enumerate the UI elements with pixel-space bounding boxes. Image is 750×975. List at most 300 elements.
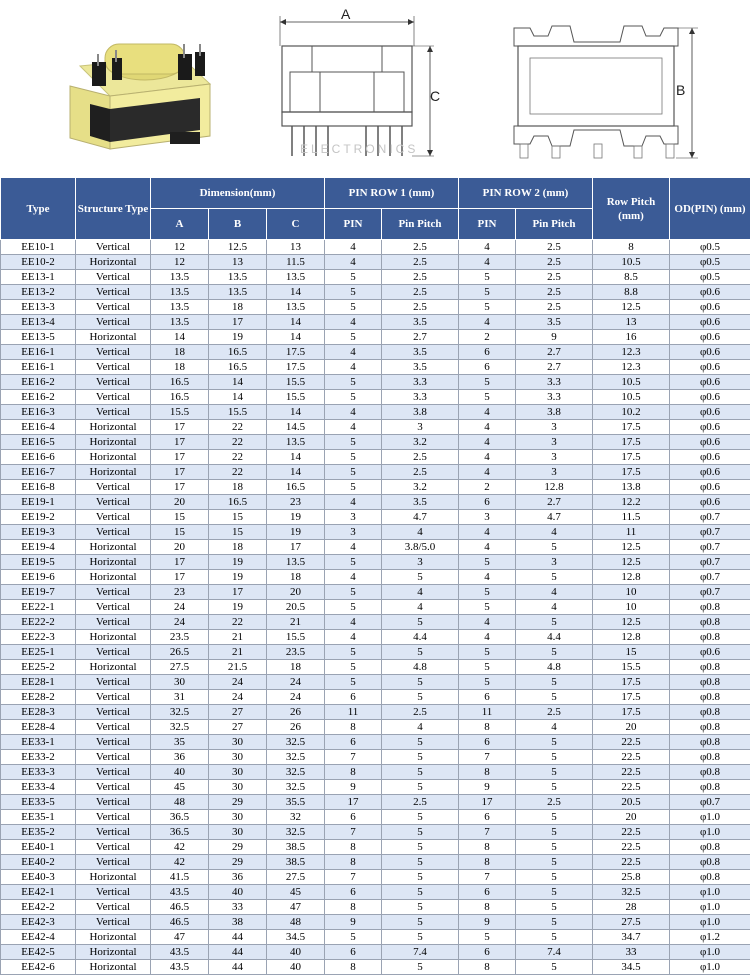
cell-pin-2: 4 [459, 405, 516, 420]
cell-dim-a: 13.5 [151, 315, 209, 330]
cell-pin-pitch-2: 3.3 [516, 390, 593, 405]
cell-pin-pitch-1: 5 [382, 915, 459, 930]
cell-structure: Vertical [76, 840, 151, 855]
cell-type: EE42-3 [1, 915, 76, 930]
cell-pin-pitch-1: 3.5 [382, 360, 459, 375]
cell-type: EE16-2 [1, 375, 76, 390]
cell-structure: Horizontal [76, 570, 151, 585]
table-row [1, 465, 750, 480]
cell-dim-b: 22 [209, 465, 267, 480]
cell-pin-pitch-2: 5 [516, 915, 593, 930]
cell-pin-2: 6 [459, 495, 516, 510]
cell-pin-1: 4 [325, 540, 382, 555]
cell-pin-2: 6 [459, 885, 516, 900]
cell-od: φ0.8 [670, 705, 750, 720]
cell-od: φ0.6 [670, 435, 750, 450]
table-row [1, 780, 750, 795]
table-row [1, 240, 750, 255]
cell-pin-pitch-2: 3 [516, 555, 593, 570]
cell-row-pitch: 10.5 [593, 255, 670, 270]
cell-dim-b: 22 [209, 615, 267, 630]
cell-structure: Horizontal [76, 630, 151, 645]
cell-od: φ0.8 [670, 660, 750, 675]
cell-pin-1: 7 [325, 825, 382, 840]
table-row [1, 900, 750, 915]
cell-pin-pitch-2: 5 [516, 645, 593, 660]
cell-row-pitch: 8.8 [593, 285, 670, 300]
cell-od: φ0.5 [670, 240, 750, 255]
cell-pin-pitch-2: 5 [516, 615, 593, 630]
cell-pin-pitch-2: 5 [516, 735, 593, 750]
cell-pin-pitch-2: 4 [516, 600, 593, 615]
cell-type: EE13-1 [1, 270, 76, 285]
cell-dim-c: 14.5 [267, 420, 325, 435]
cell-dim-a: 17 [151, 480, 209, 495]
cell-row-pitch: 10 [593, 600, 670, 615]
cell-pin-2: 5 [459, 645, 516, 660]
cell-row-pitch: 12.3 [593, 345, 670, 360]
cell-pin-pitch-2: 5 [516, 750, 593, 765]
cell-pin-2: 8 [459, 720, 516, 735]
cell-dim-a: 35 [151, 735, 209, 750]
cell-row-pitch: 12.5 [593, 555, 670, 570]
cell-type: EE28-2 [1, 690, 76, 705]
cell-row-pitch: 28 [593, 900, 670, 915]
cell-pin-2: 8 [459, 840, 516, 855]
cell-type: EE35-2 [1, 825, 76, 840]
cell-structure: Horizontal [76, 465, 151, 480]
cell-type: EE40-3 [1, 870, 76, 885]
cell-dim-a: 27.5 [151, 660, 209, 675]
cell-pin-pitch-1: 3.3 [382, 390, 459, 405]
cell-structure: Vertical [76, 900, 151, 915]
cell-row-pitch: 22.5 [593, 825, 670, 840]
cell-pin-2: 9 [459, 915, 516, 930]
cell-row-pitch: 20.5 [593, 795, 670, 810]
header-pin-row-2: PIN ROW 2 (mm) [459, 178, 593, 209]
cell-pin-1: 5 [325, 555, 382, 570]
header-structure-type: Structure Type [76, 178, 151, 240]
cell-row-pitch: 17.5 [593, 675, 670, 690]
cell-pin-pitch-1: 5 [382, 615, 459, 630]
cell-pin-2: 4 [459, 315, 516, 330]
cell-dim-b: 19 [209, 600, 267, 615]
cell-pin-2: 6 [459, 360, 516, 375]
cell-dim-b: 24 [209, 675, 267, 690]
cell-structure: Horizontal [76, 540, 151, 555]
cell-pin-pitch-1: 5 [382, 570, 459, 585]
cell-dim-c: 19 [267, 510, 325, 525]
cell-pin-2: 4 [459, 540, 516, 555]
cell-pin-1: 8 [325, 960, 382, 975]
cell-pin-pitch-2: 4.8 [516, 660, 593, 675]
cell-od: φ0.5 [670, 270, 750, 285]
cell-pin-1: 5 [325, 930, 382, 945]
cell-pin-pitch-1: 5 [382, 810, 459, 825]
cell-structure: Vertical [76, 405, 151, 420]
header-row-pitch: Row Pitch (mm) [593, 178, 670, 240]
cell-dim-a: 41.5 [151, 870, 209, 885]
cell-type: EE19-2 [1, 510, 76, 525]
cell-pin-1: 7 [325, 750, 382, 765]
cell-dim-b: 17 [209, 585, 267, 600]
cell-dim-c: 15.5 [267, 630, 325, 645]
cell-pin-2: 5 [459, 555, 516, 570]
cell-pin-pitch-1: 3 [382, 420, 459, 435]
cell-dim-c: 32.5 [267, 765, 325, 780]
cell-row-pitch: 34.5 [593, 960, 670, 975]
cell-dim-c: 26 [267, 705, 325, 720]
cell-dim-a: 17 [151, 555, 209, 570]
cell-dim-c: 38.5 [267, 840, 325, 855]
cell-pin-pitch-2: 3 [516, 435, 593, 450]
table-row [1, 690, 750, 705]
cell-dim-b: 15 [209, 525, 267, 540]
cell-pin-1: 6 [325, 945, 382, 960]
cell-row-pitch: 13.8 [593, 480, 670, 495]
cell-pin-1: 4 [325, 345, 382, 360]
cell-dim-b: 30 [209, 780, 267, 795]
cell-dim-c: 32.5 [267, 825, 325, 840]
cell-od: φ0.6 [670, 360, 750, 375]
cell-dim-b: 18 [209, 300, 267, 315]
table-row [1, 675, 750, 690]
cell-pin-2: 5 [459, 270, 516, 285]
cell-dim-b: 19 [209, 330, 267, 345]
cell-structure: Vertical [76, 615, 151, 630]
cell-pin-2: 4 [459, 240, 516, 255]
cell-pin-pitch-1: 5 [382, 675, 459, 690]
cell-pin-1: 5 [325, 300, 382, 315]
cell-structure: Vertical [76, 525, 151, 540]
table-row [1, 825, 750, 840]
cell-pin-pitch-1: 3.8 [382, 405, 459, 420]
header-od-pin: OD(PIN) (mm) [670, 178, 750, 240]
cell-pin-1: 5 [325, 465, 382, 480]
table-row [1, 660, 750, 675]
cell-structure: Vertical [76, 495, 151, 510]
cell-pin-2: 4 [459, 615, 516, 630]
cell-pin-1: 5 [325, 600, 382, 615]
cell-od: φ0.5 [670, 255, 750, 270]
cell-type: EE13-4 [1, 315, 76, 330]
cell-pin-2: 4 [459, 465, 516, 480]
cell-pin-1: 5 [325, 660, 382, 675]
cell-dim-b: 21.5 [209, 660, 267, 675]
cell-pin-pitch-1: 2.7 [382, 330, 459, 345]
table-row [1, 255, 750, 270]
cell-pin-1: 17 [325, 795, 382, 810]
cell-row-pitch: 27.5 [593, 915, 670, 930]
cell-pin-2: 3 [459, 510, 516, 525]
cell-type: EE33-5 [1, 795, 76, 810]
cell-type: EE28-1 [1, 675, 76, 690]
cell-row-pitch: 12.5 [593, 540, 670, 555]
cell-dim-a: 23.5 [151, 630, 209, 645]
cell-structure: Vertical [76, 270, 151, 285]
cell-dim-b: 27 [209, 720, 267, 735]
cell-od: φ0.8 [670, 750, 750, 765]
cell-dim-b: 16.5 [209, 360, 267, 375]
cell-type: EE22-1 [1, 600, 76, 615]
cell-structure: Vertical [76, 675, 151, 690]
cell-pin-1: 11 [325, 705, 382, 720]
cell-structure: Vertical [76, 345, 151, 360]
cell-pin-pitch-2: 7.4 [516, 945, 593, 960]
cell-od: φ1.0 [670, 810, 750, 825]
table-row [1, 810, 750, 825]
cell-dim-c: 14 [267, 330, 325, 345]
side-view-drawing [500, 6, 700, 170]
header-dimension: Dimension(mm) [151, 178, 325, 209]
cell-type: EE40-2 [1, 855, 76, 870]
cell-dim-c: 24 [267, 675, 325, 690]
cell-dim-a: 13.5 [151, 285, 209, 300]
cell-dim-a: 18 [151, 345, 209, 360]
cell-pin-pitch-1: 2.5 [382, 240, 459, 255]
cell-structure: Vertical [76, 750, 151, 765]
cell-dim-c: 23 [267, 495, 325, 510]
cell-row-pitch: 22.5 [593, 855, 670, 870]
cell-pin-2: 17 [459, 795, 516, 810]
cell-dim-c: 13.5 [267, 270, 325, 285]
cell-dim-c: 20 [267, 585, 325, 600]
cell-type: EE19-6 [1, 570, 76, 585]
cell-pin-2: 5 [459, 660, 516, 675]
cell-od: φ0.7 [670, 510, 750, 525]
cell-od: φ0.6 [670, 390, 750, 405]
cell-row-pitch: 32.5 [593, 885, 670, 900]
cell-pin-1: 5 [325, 675, 382, 690]
cell-pin-2: 2 [459, 480, 516, 495]
cell-row-pitch: 12.8 [593, 570, 670, 585]
cell-pin-pitch-2: 5 [516, 840, 593, 855]
cell-pin-1: 6 [325, 690, 382, 705]
cell-dim-c: 48 [267, 915, 325, 930]
cell-pin-pitch-2: 5 [516, 960, 593, 975]
cell-pin-1: 5 [325, 375, 382, 390]
cell-dim-b: 44 [209, 930, 267, 945]
cell-type: EE16-5 [1, 435, 76, 450]
cell-pin-pitch-2: 5 [516, 540, 593, 555]
cell-type: EE33-2 [1, 750, 76, 765]
cell-dim-c: 14 [267, 405, 325, 420]
cell-pin-2: 9 [459, 780, 516, 795]
cell-row-pitch: 33 [593, 945, 670, 960]
table-row [1, 645, 750, 660]
cell-row-pitch: 22.5 [593, 780, 670, 795]
cell-row-pitch: 17.5 [593, 435, 670, 450]
cell-pin-1: 4 [325, 360, 382, 375]
cell-structure: Vertical [76, 645, 151, 660]
table-row [1, 765, 750, 780]
cell-pin-1: 9 [325, 780, 382, 795]
cell-od: φ0.6 [670, 300, 750, 315]
cell-od: φ0.7 [670, 525, 750, 540]
cell-type: EE25-1 [1, 645, 76, 660]
cell-dim-c: 15.5 [267, 375, 325, 390]
cell-dim-c: 40 [267, 945, 325, 960]
cell-od: φ0.8 [670, 870, 750, 885]
cell-pin-pitch-1: 3.5 [382, 315, 459, 330]
cell-dim-a: 20 [151, 540, 209, 555]
cell-pin-pitch-2: 3 [516, 420, 593, 435]
cell-pin-1: 3 [325, 510, 382, 525]
cell-pin-2: 5 [459, 585, 516, 600]
cell-structure: Vertical [76, 360, 151, 375]
cell-dim-b: 29 [209, 855, 267, 870]
cell-pin-pitch-2: 2.5 [516, 240, 593, 255]
cell-row-pitch: 11.5 [593, 510, 670, 525]
cell-dim-b: 22 [209, 420, 267, 435]
cell-dim-a: 36 [151, 750, 209, 765]
table-row [1, 315, 750, 330]
cell-pin-2: 8 [459, 855, 516, 870]
cell-dim-b: 24 [209, 690, 267, 705]
header-pin-2: PIN [459, 209, 516, 240]
cell-pin-pitch-1: 5 [382, 900, 459, 915]
cell-od: φ0.8 [670, 855, 750, 870]
cell-pin-1: 8 [325, 720, 382, 735]
cell-pin-pitch-1: 2.5 [382, 450, 459, 465]
table-row [1, 735, 750, 750]
cell-row-pitch: 17.5 [593, 450, 670, 465]
dimension-label-b: B [676, 82, 686, 98]
cell-pin-1: 4 [325, 630, 382, 645]
table-row [1, 360, 750, 375]
table-row [1, 915, 750, 930]
cell-row-pitch: 8.5 [593, 270, 670, 285]
cell-pin-pitch-1: 5 [382, 870, 459, 885]
dimension-label-c: C [430, 88, 441, 104]
cell-pin-2: 8 [459, 900, 516, 915]
cell-pin-1: 4 [325, 405, 382, 420]
cell-pin-pitch-1: 3.5 [382, 345, 459, 360]
cell-dim-b: 30 [209, 825, 267, 840]
cell-pin-2: 4 [459, 570, 516, 585]
cell-structure: Vertical [76, 600, 151, 615]
table-row [1, 585, 750, 600]
cell-type: EE33-3 [1, 765, 76, 780]
cell-dim-b: 12.5 [209, 240, 267, 255]
cell-pin-pitch-1: 4 [382, 585, 459, 600]
cell-row-pitch: 20 [593, 720, 670, 735]
cell-od: φ0.7 [670, 795, 750, 810]
cell-structure: Vertical [76, 480, 151, 495]
cell-pin-2: 2 [459, 330, 516, 345]
cell-pin-pitch-1: 5 [382, 735, 459, 750]
cell-pin-1: 4 [325, 420, 382, 435]
cell-pin-2: 5 [459, 930, 516, 945]
cell-dim-b: 19 [209, 570, 267, 585]
cell-od: φ0.8 [670, 720, 750, 735]
cell-dim-c: 11.5 [267, 255, 325, 270]
cell-od: φ1.0 [670, 915, 750, 930]
cell-pin-pitch-2: 2.5 [516, 285, 593, 300]
cell-pin-pitch-2: 4 [516, 720, 593, 735]
cell-od: φ1.2 [670, 930, 750, 945]
cell-dim-a: 43.5 [151, 960, 209, 975]
cell-row-pitch: 12.3 [593, 360, 670, 375]
cell-structure: Vertical [76, 300, 151, 315]
cell-row-pitch: 8 [593, 240, 670, 255]
table-row [1, 795, 750, 810]
table-row [1, 450, 750, 465]
cell-pin-pitch-1: 5 [382, 825, 459, 840]
cell-pin-pitch-2: 3.8 [516, 405, 593, 420]
cell-pin-pitch-2: 5 [516, 855, 593, 870]
cell-type: EE19-7 [1, 585, 76, 600]
cell-dim-c: 16.5 [267, 480, 325, 495]
cell-pin-2: 5 [459, 285, 516, 300]
cell-dim-b: 14 [209, 375, 267, 390]
header-pin-pitch-2: Pin Pitch [516, 209, 593, 240]
table-row [1, 375, 750, 390]
table-row [1, 330, 750, 345]
cell-dim-b: 38 [209, 915, 267, 930]
cell-pin-pitch-2: 2.7 [516, 495, 593, 510]
cell-structure: Vertical [76, 825, 151, 840]
cell-row-pitch: 17.5 [593, 420, 670, 435]
cell-pin-pitch-1: 7.4 [382, 945, 459, 960]
cell-pin-pitch-1: 3.3 [382, 375, 459, 390]
cell-od: φ0.7 [670, 585, 750, 600]
header-dim-a: A [151, 209, 209, 240]
cell-dim-c: 32 [267, 810, 325, 825]
table-row [1, 615, 750, 630]
cell-dim-c: 13 [267, 240, 325, 255]
cell-row-pitch: 12.5 [593, 615, 670, 630]
cell-dim-a: 15.5 [151, 405, 209, 420]
cell-type: EE42-5 [1, 945, 76, 960]
cell-dim-a: 46.5 [151, 900, 209, 915]
cell-dim-b: 19 [209, 555, 267, 570]
cell-row-pitch: 17.5 [593, 705, 670, 720]
cell-od: φ0.6 [670, 375, 750, 390]
cell-pin-1: 5 [325, 330, 382, 345]
product-header [0, 0, 750, 177]
cell-dim-b: 27 [209, 705, 267, 720]
cell-od: φ0.6 [670, 405, 750, 420]
cell-pin-1: 5 [325, 390, 382, 405]
cell-dim-a: 17 [151, 420, 209, 435]
cell-pin-pitch-2: 3.5 [516, 315, 593, 330]
cell-dim-a: 20 [151, 495, 209, 510]
cell-structure: Horizontal [76, 870, 151, 885]
cell-structure: Horizontal [76, 450, 151, 465]
cell-dim-b: 15.5 [209, 405, 267, 420]
cell-type: EE10-1 [1, 240, 76, 255]
cell-od: φ0.6 [670, 285, 750, 300]
cell-type: EE19-1 [1, 495, 76, 510]
cell-pin-pitch-1: 4.4 [382, 630, 459, 645]
cell-row-pitch: 12.2 [593, 495, 670, 510]
cell-pin-2: 6 [459, 945, 516, 960]
cell-pin-1: 8 [325, 765, 382, 780]
cell-pin-pitch-2: 2.5 [516, 270, 593, 285]
cell-dim-c: 13.5 [267, 555, 325, 570]
cell-structure: Horizontal [76, 330, 151, 345]
cell-pin-2: 4 [459, 420, 516, 435]
cell-dim-c: 32.5 [267, 735, 325, 750]
cell-structure: Vertical [76, 855, 151, 870]
cell-pin-pitch-1: 5 [382, 885, 459, 900]
cell-row-pitch: 11 [593, 525, 670, 540]
cell-dim-c: 13.5 [267, 300, 325, 315]
cell-od: φ0.8 [670, 735, 750, 750]
cell-dim-a: 15 [151, 525, 209, 540]
cell-pin-pitch-2: 12.8 [516, 480, 593, 495]
